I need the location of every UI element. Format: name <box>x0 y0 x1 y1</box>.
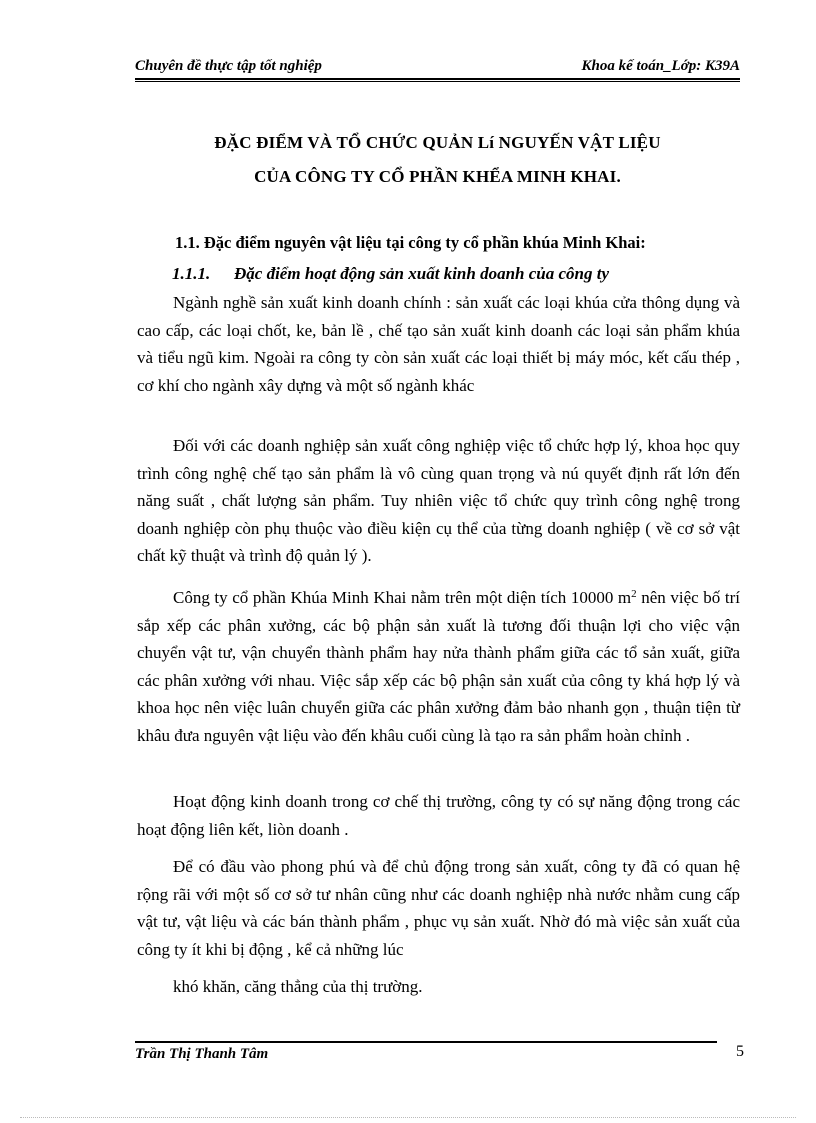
paragraph-6: khó khăn, căng thẳng của thị trường. <box>173 977 423 996</box>
header-rule-thin <box>135 81 740 82</box>
paragraph-3-part-2: nên việc bố trí sắp xếp các phân xưởng, các bộ phận sản xuất là tương đối thuận lợi cho việc vận chuyển vật tư, vận chuyển thành phẩm hay nửa thành phẩm giữa các tổ sản xuất, giữa các phân xưởng với nhau. Việc sắp xếp các bộ phận sản xuất của công ty khá hợp lý và khoa học nên việc luân chuyển giữa các phân xưởng đảm bảo nhanh gọn , thuận tiện từ khâu đưa nguyên vật liệu vào đến khâu cuối cùng là tạo ra sản phẩm hoàn chỉnh . <box>137 588 740 745</box>
header-left-text: Chuyên đề thực tập tốt nghiệp <box>135 58 322 74</box>
superscript-2: 2 <box>631 588 637 600</box>
paragraph-3 <box>137 584 740 749</box>
paragraph-2: Đối với các doanh nghiệp sản xuất công nghiệp việc tổ chức hợp lý, khoa học quy trình công nghệ chế tạo sản phẩm là vô cùng quan trọng và nú quyết định rất lớn đến năng suất , chất lượng sản phẩm. Tuy nhiên việc tổ chức quy trình công nghệ trong doanh nghiệp còn phụ thuộc vào điều kiện cụ thể của từng doanh nghiệp ( về cơ sở vật chất kỹ thuật và trình độ quản lý ). <box>137 436 740 565</box>
chapter-title-line-2: CỦA CÔNG TY CỔ PHẦN KHỂA MINH KHAI. <box>254 167 621 186</box>
chapter-title-line-1: ĐẶC ĐIỂM VÀ TỔ CHỨC QUẢN Lí NGUYẾN VẬT LIỆU <box>214 133 661 152</box>
section-heading: 1.1. Đặc điểm nguyên vật liệu tại công ty cổ phần khúa Minh Khai: <box>175 233 646 252</box>
page-number: 5 <box>736 1043 744 1060</box>
page-edge-dotted-line <box>20 1117 796 1119</box>
subsection-number: 1.1.1. <box>172 264 211 283</box>
footer-author: Trần Thị Thanh Tâm <box>135 1046 269 1062</box>
subsection-title: Đặc điểm hoạt động sản xuất kinh doanh của công ty <box>234 264 610 283</box>
footer-rule <box>135 1041 717 1043</box>
paragraph-5: Để có đầu vào phong phú và để chủ động trong sản xuất, công ty đã có quan hệ rộng rãi với một số cơ sở tư nhân cũng như các doanh nghiệp nhà nước nhằm cung cấp vật tư, vật liệu và các bán thành phẩm , phục vụ sản xuất. Nhờ đó mà việc sản xuất của công ty ít khi bị động , kể cả những lúc <box>137 857 740 959</box>
paragraph-3-part-1: Công ty cổ phần Khúa Minh Khai nằm trên một diện tích 10000 m <box>173 588 632 607</box>
header-rule <box>135 78 740 80</box>
header-right-text: Khoa kế toán_Lớp: K39A <box>581 58 740 74</box>
subsection-heading <box>172 264 609 284</box>
paragraph-4: Hoạt động kinh doanh trong cơ chế thị trường, công ty có sự năng động trong các hoạt động liên kết, liòn doanh . <box>137 792 740 839</box>
paragraph-1: Ngành nghề sản xuất kinh doanh chính : sản xuất các loại khúa cửa thông dụng và cao cấp, các loại chốt, ke, bản lề , chế tạo sản xuất kinh doanh các loại sản phẩm khúa và tiểu ngũ kim. Ngoài ra công ty còn sản xuất các loại thiết bị máy móc, kết cấu thép , cơ khí cho ngành xây dựng và một số ngành khác <box>137 293 740 395</box>
